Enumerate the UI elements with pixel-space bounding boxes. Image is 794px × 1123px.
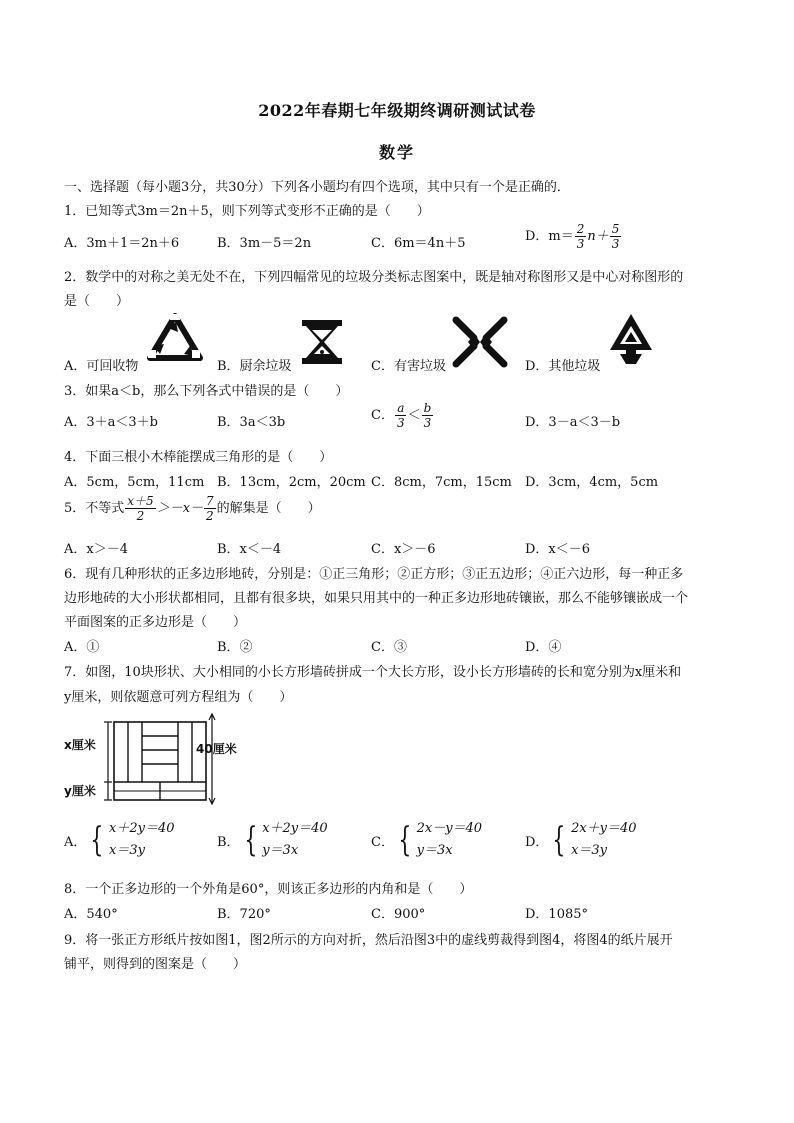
recycle-icon: [146, 312, 204, 364]
q5-mid: ＞－x－: [156, 501, 204, 516]
q7-option-d: [525, 818, 637, 862]
q3-c-fraction-1: [395, 401, 407, 430]
q1-option-c: C．6m＝4n＋5: [371, 236, 466, 251]
q2-option-d: D．其他垃圾: [525, 359, 601, 374]
other-waste-tree-icon: [606, 312, 656, 368]
frac-num: x＋5: [127, 494, 154, 508]
q5-stem: [64, 494, 321, 523]
q4-option-a: A．5cm，5cm，11cm: [64, 475, 205, 490]
q7-d-eq1: 2x＋y＝40: [571, 821, 637, 836]
brace-icon: {: [243, 820, 257, 860]
q8-option-b: B．720°: [217, 907, 271, 922]
q1-d-fraction-1: [575, 222, 587, 251]
q5-option-b: B．x＜－4: [217, 542, 282, 557]
q1-option-d: [525, 222, 622, 251]
q5-suffix: 的解集是（ ）: [216, 501, 321, 516]
section-heading: 一、选择题（每小题3分，共30分）下列各小题均有四个选项，其中只有一个是正确的．: [64, 180, 570, 195]
q6-option-b: B．②: [217, 640, 253, 655]
frac-den: 2: [136, 509, 145, 523]
brace-icon: {: [90, 820, 104, 860]
frac-den: 3: [611, 237, 620, 251]
q6-option-a: A．①: [64, 640, 100, 655]
frac-den: 3: [576, 237, 585, 251]
q5-prefix: 5．不等式: [64, 501, 125, 516]
q1-stem: 1．已知等式3m＝2n＋5，则下列等式变形不正确的是（ ）: [64, 204, 430, 219]
frac-den: 2: [206, 509, 214, 523]
q7-option-c: [371, 818, 482, 862]
brace-icon: {: [552, 820, 566, 860]
q1-d-prefix: D．m＝: [525, 229, 574, 244]
q4-option-d: D．3cm，4cm，5cm: [525, 475, 659, 490]
q3-c-fraction-2: [422, 401, 434, 430]
frac-num: 2: [576, 222, 585, 236]
q3-option-d: D．3－a＜3－b: [525, 415, 621, 430]
q5-fraction-2: [204, 494, 216, 523]
q5-option-d: D．x＜－6: [525, 542, 591, 557]
q6-option-c: C．③: [371, 640, 407, 655]
frac-num: 7: [206, 494, 214, 508]
kitchen-waste-hourglass-icon: [300, 318, 344, 366]
q2-stem-line2: 是（ ）: [64, 294, 130, 309]
q6-option-d: D．④: [525, 640, 562, 655]
q7-a-eq2: x＝3y: [109, 843, 145, 858]
frac-num: a: [397, 401, 405, 415]
q5-option-c: C．x＞－6: [371, 542, 436, 557]
q1-option-b: B．3m－5＝2n: [217, 236, 312, 251]
q7-d-eq2: x＝3y: [571, 843, 608, 858]
brace-icon: {: [398, 820, 412, 860]
q1-d-fraction-2: [610, 222, 622, 251]
q4-stem: 4．下面三根小木棒能摆成三角形的是（ ）: [64, 450, 333, 465]
q5-fraction-1: [125, 494, 155, 523]
q2-option-b: B．厨余垃圾: [217, 359, 292, 374]
q4-option-c: C．8cm，7cm，15cm: [371, 475, 512, 490]
frac-num: 5: [611, 222, 620, 236]
q7-figure-40-label: 40厘米: [196, 742, 237, 756]
q3-option-a: A．3＋a＜3＋b: [64, 415, 159, 430]
exam-title: 2022年春期七年级期终调研测试试卷: [258, 101, 536, 120]
frac-den: 3: [396, 416, 405, 430]
q7-a-eq1: x＋2y＝40: [109, 821, 175, 836]
q7-d-label: D．: [525, 834, 549, 850]
q6-stem-line2: 边形地砖的大小形状都相同，且都有很多块，如果只用其中的一种正多边形地砖镶嵌，那么不能够镶嵌成一个: [64, 591, 689, 606]
q2-option-a: A．可回收物: [64, 359, 139, 374]
q8-option-a: A．540°: [64, 907, 118, 922]
frac-den: 3: [423, 416, 432, 430]
q7-c-eq1: 2x－y＝40: [416, 821, 483, 836]
q9-stem-line2: 铺平，则得到的图案是（ ）: [64, 957, 247, 972]
q7-a-label: A．: [64, 834, 87, 850]
q3-stem: 3．如果a＜b，那么下列各式中错误的是（ ）: [64, 384, 349, 399]
q7-stem-line1: 7．如图，10块形状、大小相同的小长方形墙砖拼成一个大长方形，设小长方形墙砖的长和宽分别为x厘米和: [64, 665, 682, 680]
q7-figure-x-label: x厘米: [64, 738, 96, 752]
q3-c-lt: ＜: [407, 408, 421, 423]
q2-option-c: C．有害垃圾: [371, 359, 446, 374]
q8-option-d: D．1085°: [525, 907, 589, 922]
q7-figure-y-label: y厘米: [64, 784, 96, 798]
q8-stem: 8．一个正多边形的一个外角是60°，则该正多边形的内角和是（ ）: [64, 882, 473, 897]
q3-c-prefix: C．: [371, 408, 394, 423]
q7-stem-line2: y厘米，则依题意可列方程组为（ ）: [64, 690, 293, 705]
q7-c-eq2: y＝3x: [416, 843, 453, 858]
hazardous-waste-x-icon: [452, 316, 508, 368]
q2-stem-line1: 2．数学中的对称之美无处不在，下列四幅常见的垃圾分类标志图案中，既是轴对称图形又是中心对称图形的: [64, 270, 684, 285]
q7-option-b: [217, 818, 328, 862]
q6-stem-line3: 平面图案的正多边形是（ ）: [64, 615, 247, 630]
q7-b-eq2: y＝3x: [262, 843, 299, 858]
q9-stem-line1: 9．将一张正方形纸片按如图1，图2所示的方向对折，然后沿图3中的虚线剪裁得到图4，将图4的纸片展开: [64, 933, 673, 948]
q3-option-b: B．3a＜3b: [217, 415, 286, 430]
q3-option-c: [371, 401, 434, 430]
q6-stem-line1: 6．现有几种形状的正多边形地砖，分别是：①正三角形；②正方形；③正五边形；④正六边形，每一种正多: [64, 567, 684, 582]
q4-option-b: B．13cm，2cm，20cm: [217, 475, 366, 490]
q5-option-a: A．x＞－4: [64, 542, 128, 557]
q7-c-label: C．: [371, 834, 394, 850]
q1-d-mid: n＋: [587, 229, 609, 244]
frac-num: b: [423, 401, 432, 415]
q7-b-eq1: x＋2y＝40: [262, 821, 328, 836]
q7-option-a: [64, 818, 175, 862]
q1-option-a: A．3m＋1＝2n＋6: [64, 236, 180, 251]
q8-option-c: C．900°: [371, 907, 426, 922]
exam-subject: 数学: [378, 143, 415, 162]
q7-b-label: B．: [217, 834, 240, 850]
